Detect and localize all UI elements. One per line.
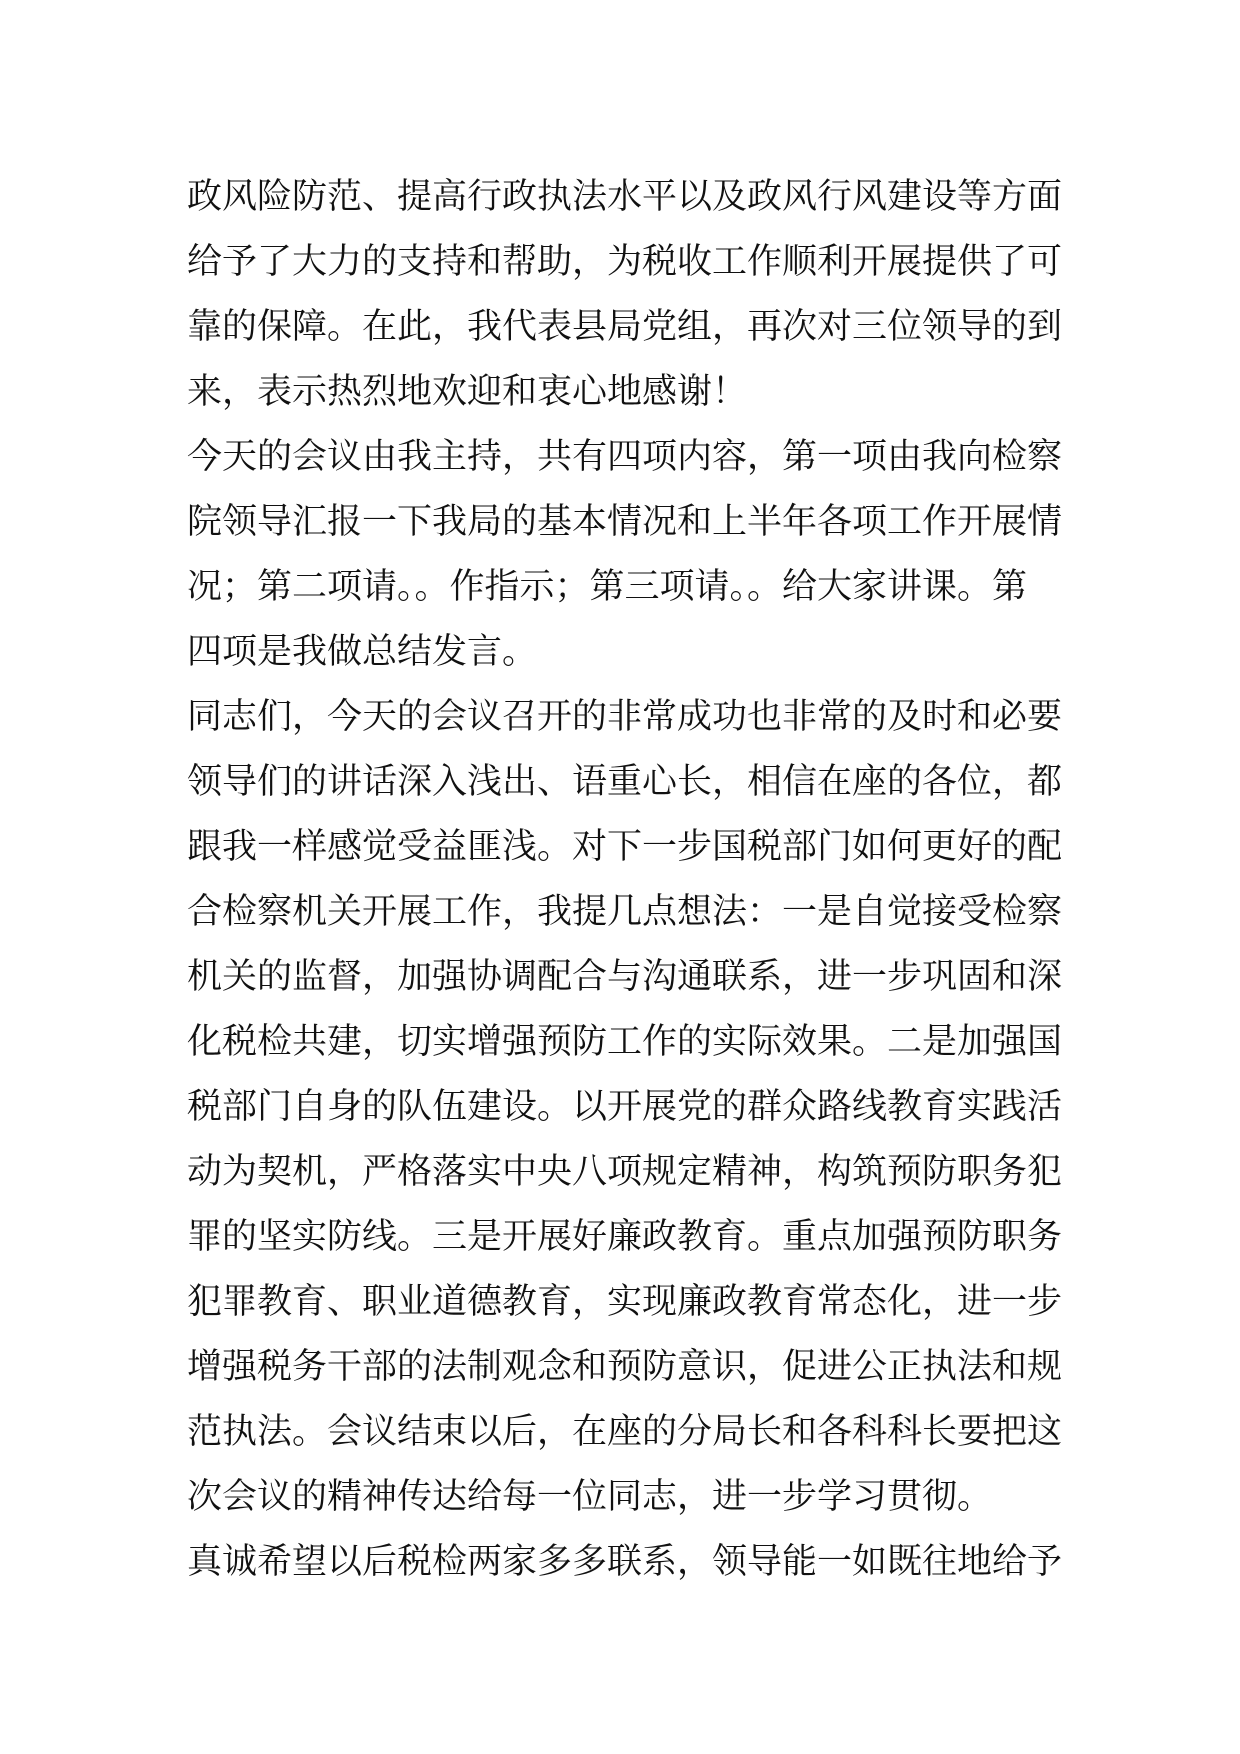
body-text	[187, 165, 1067, 1595]
text-line: 四项是我做总结发言。	[187, 632, 538, 672]
text-line: 增强税务干部的法制观念和预防意识，促进公正执法和规	[187, 1347, 1063, 1387]
text-line: 范执法。会议结束以后，在座的分局长和各科科长要把这	[187, 1412, 1063, 1452]
text-line: 来，表示热烈地欢迎和衷心地感谢！	[187, 372, 748, 412]
text-line: 给予了大力的支持和帮助，为税收工作顺利开展提供了可	[187, 242, 1063, 282]
text-line: 政风险防范、提高行政执法水平以及政风行风建设等方面	[187, 177, 1063, 217]
text-line: 今天的会议由我主持，共有四项内容，第一项由我向检察	[187, 437, 1063, 477]
text-line: 罪的坚实防线。三是开展好廉政教育。重点加强预防职务	[187, 1217, 1063, 1257]
text-line: 合检察机关开展工作，我提几点想法：一是自觉接受检察	[187, 892, 1063, 932]
text-line: 次会议的精神传达给每一位同志，进一步学习贯彻。	[187, 1477, 993, 1517]
text-line: 机关的监督，加强协调配合与沟通联系，进一步巩固和深	[187, 957, 1063, 997]
text-line: 跟我一样感觉受益匪浅。对下一步国税部门如何更好的配	[187, 827, 1063, 867]
text-line: 犯罪教育、职业道德教育，实现廉政教育常态化，进一步	[187, 1282, 1063, 1322]
text-line: 领导们的讲话深入浅出、语重心长，相信在座的各位，都	[187, 762, 1063, 802]
text-line: 况；第二项请。。作指示；第三项请。。给大家讲课。第	[187, 567, 1028, 607]
text-line: 真诚希望以后税检两家多多联系，领导能一如既往地给予	[187, 1542, 1063, 1582]
text-line: 化税检共建，切实增强预防工作的实际效果。二是加强国	[187, 1022, 1063, 1062]
text-line: 靠的保障。在此，我代表县局党组，再次对三位领导的到	[187, 307, 1063, 347]
text-line: 税部门自身的队伍建设。以开展党的群众路线教育实践活	[187, 1087, 1063, 1127]
text-line: 动为契机，严格落实中央八项规定精神，构筑预防职务犯	[187, 1152, 1063, 1192]
text-line: 同志们，今天的会议召开的非常成功也非常的及时和必要	[187, 697, 1063, 737]
text-line: 院领导汇报一下我局的基本情况和上半年各项工作开展情	[187, 502, 1063, 542]
